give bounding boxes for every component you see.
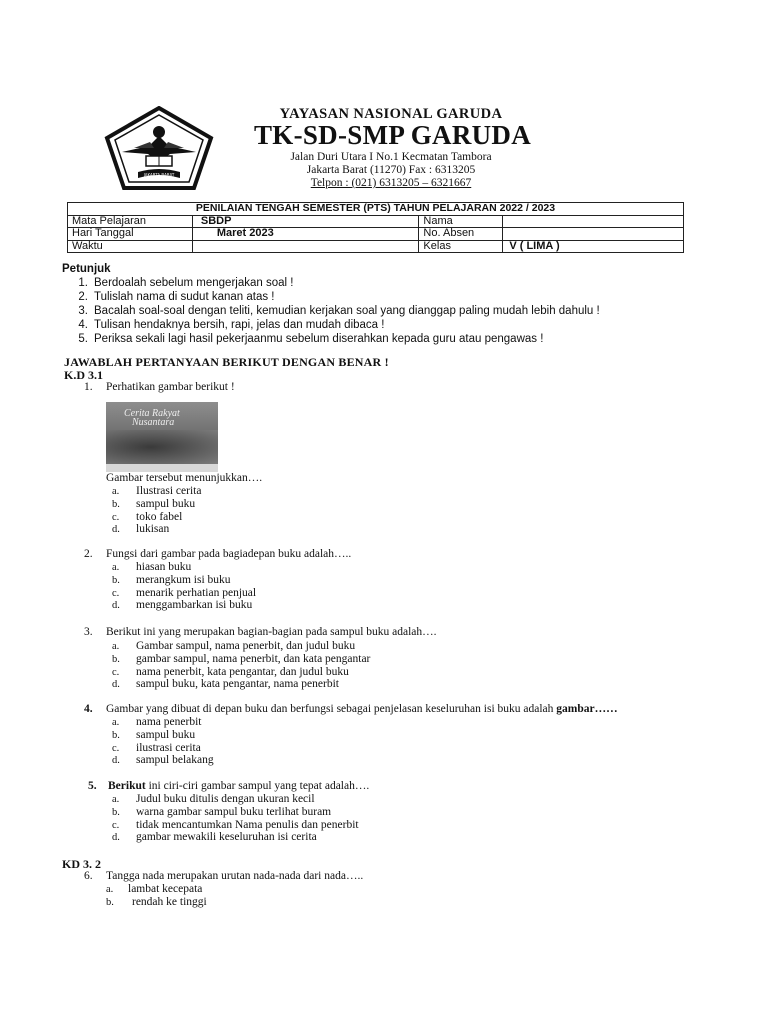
instruction-item: 1. Berdoalah sebelum mengerjakan soal ! — [78, 277, 294, 289]
name-label: Nama — [419, 215, 503, 228]
question-1: 1. Perhatikan gambar berikut ! — [84, 381, 235, 393]
absen-label: No. Absen — [419, 228, 503, 241]
address-line-3: Telpon : (021) 6313205 – 6321667 — [310, 177, 472, 189]
question-6-options — [106, 883, 207, 909]
option-d[interactable]: d. sampul buku, kata pengantar, nama penerbit — [112, 678, 339, 691]
school-name: TK-SD-SMP GARUDA — [253, 120, 532, 150]
option-b[interactable]: b. sampul buku — [112, 728, 196, 741]
option-b[interactable]: b. sampul buku — [112, 497, 196, 510]
instruction-item: 2. Tulislah nama di sudut kanan atas ! — [78, 291, 275, 303]
question-5-options — [112, 793, 359, 844]
school-logo — [104, 106, 214, 190]
option-a[interactable]: a. lambat kecepata — [106, 883, 203, 895]
instructions-list — [62, 276, 742, 346]
question-1-prompt: Gambar tersebut menunjukkan…. — [106, 472, 263, 484]
option-b[interactable]: b. gambar sampul, nama penerbit, dan kata pengantar — [112, 652, 371, 665]
question-4-options — [112, 716, 214, 767]
exam-title: PENILAIAN TENGAH SEMESTER (PTS) TAHUN PELAJARAN 2022 / 2023 — [68, 203, 684, 216]
section-title: JAWABLAH PERTANYAAN BERIKUT DENGAN BENAR ! — [64, 355, 389, 369]
subject-value: SBDP — [192, 215, 419, 228]
question-3: 3. Berikut ini yang merupakan bagian-bagian pada sampul buku adalah…. — [84, 626, 437, 638]
instruction-item: 5. Periksa sekali lagi hasil pekerjaanmu sebelum diserahkan kepada guru atau pengawas ! — [78, 333, 544, 345]
address-line-2: Jakarta Barat (11270) Fax : 6313205 — [306, 164, 476, 176]
kd-3-2-heading: KD 3. 2 — [62, 857, 101, 871]
time-label: Waktu — [68, 240, 193, 253]
question-2: 2. Fungsi dari gambar pada bagiadepan buku adalah….. — [84, 548, 352, 560]
option-b[interactable]: b. rendah ke tinggi — [106, 895, 207, 908]
option-a[interactable]: a. hiasan buku — [112, 561, 192, 573]
address-line-1: Jalan Duri Utara I No.1 Kecmatan Tambora — [290, 151, 492, 163]
question-2-options — [112, 561, 256, 612]
book-cover-image — [106, 402, 218, 472]
date-label: Hari Tanggal — [68, 228, 193, 241]
option-c[interactable]: c. nama penerbit, kata pengantar, dan judul buku — [112, 665, 349, 678]
option-c[interactable]: c. menarik perhatian penjual — [112, 586, 257, 599]
kd-3-1-heading: K.D 3.1 — [64, 368, 103, 382]
class-value: V ( LIMA ) — [503, 240, 684, 253]
time-field[interactable] — [192, 240, 419, 253]
date-value: Maret 2023 — [192, 228, 419, 241]
option-c[interactable]: c. ilustrasi cerita — [112, 741, 201, 754]
question-4: 4. Gambar yang dibuat di depan buku dan berfungsi sebagai penjelasan keseluruhan isi buku adalah gambar…… — [84, 703, 618, 715]
option-b[interactable]: b. warna gambar sampul buku terlihat buram — [112, 805, 332, 818]
option-d[interactable]: d. lukisan — [112, 523, 170, 536]
option-a[interactable]: a. nama penerbit — [112, 716, 202, 728]
question-3-options — [112, 640, 370, 691]
class-label: Kelas — [419, 240, 503, 253]
cover-title-line-1: Cerita Rakyat — [124, 408, 180, 419]
question-1-options — [112, 485, 201, 536]
logo-banner-text: JAKARTA BARAT — [143, 172, 175, 178]
name-field[interactable] — [503, 215, 684, 228]
option-a[interactable]: a. Judul buku ditulis dengan ukuran kecil — [112, 793, 315, 805]
option-d[interactable]: d. sampul belakang — [112, 754, 214, 767]
instructions-title: Petunjuk — [62, 263, 111, 275]
exam-info-table — [67, 202, 684, 253]
option-b[interactable]: b. merangkum isi buku — [112, 573, 231, 586]
absen-field[interactable] — [503, 228, 684, 241]
subject-label: Mata Pelajaran — [68, 215, 193, 228]
foundation-name: YAYASAN NASIONAL GARUDA — [279, 106, 503, 122]
question-5: 5. Berikut ini ciri-ciri gambar sampul yang tepat adalah…. — [88, 780, 370, 792]
instruction-item: 3. Bacalah soal-soal dengan teliti, kemudian kerjakan soal yang dianggap paling mudah lebih dahulu ! — [78, 305, 600, 317]
option-d[interactable]: d. menggambarkan isi buku — [112, 599, 253, 612]
cover-title-line-2: Nusantara — [132, 417, 175, 428]
option-a[interactable]: a. Ilustrasi cerita — [112, 485, 202, 497]
instruction-item: 4. Tulisan hendaknya bersih, rapi, jelas dan mudah dibaca ! — [78, 319, 385, 331]
option-c[interactable]: c. tidak mencantumkan Nama penulis dan penerbit — [112, 818, 359, 831]
question-6: 6. Tangga nada merupakan urutan nada-nada dari nada….. — [84, 870, 364, 882]
option-d[interactable]: d. gambar mewakili keseluruhan isi cerita — [112, 831, 317, 844]
option-a[interactable]: a. Gambar sampul, nama penerbit, dan judul buku — [112, 640, 356, 652]
option-c[interactable]: c. toko fabel — [112, 510, 183, 523]
